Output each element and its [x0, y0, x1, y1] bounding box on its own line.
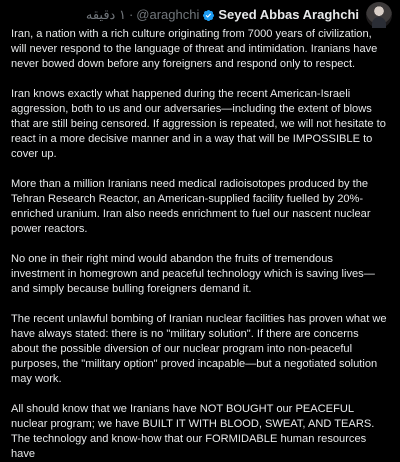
tweet-header: [8, 3, 392, 27]
paragraph: More than a million Iranians need medical radioisotopes produced by the Tehran Research Reactor, an American-supplied facility fuelled by 20%-enriched uranium. Iran also needs enrichment to fuel our nascent nuclear power reactors.: [11, 178, 371, 235]
paragraph: Iran, a nation with a rich culture originating from 7000 years of civilization, will never respond to the language of threat and intimidation. Iranians have never bowed down before any foreigners and respond only to respect.: [11, 28, 378, 70]
author-handle[interactable]: @araghchi: [136, 7, 200, 22]
paragraph: The recent unlawful bombing of Iranian nuclear facilities has proven what we have always stated: there is no "military solution". If there are concerns about the possible diversion of our nuclear program into non-peaceful purposes, the "military option" proved incapable—but a negotiated solution may work.: [11, 313, 387, 385]
paragraph: Iran knows exactly what happened during the recent American-Israeli aggression, both to us and our adversaries—including the extent of blows that are still being censored. If aggression is repeated, we will not hesitate to react in a more decisive manner and in a way that will be IMPOSSIBLE to cover up.: [11, 88, 386, 160]
timestamp[interactable]: ۱ دقیقه: [85, 7, 126, 22]
verified-badge-icon: [202, 9, 215, 22]
separator-dot: ·: [128, 7, 134, 22]
author-name[interactable]: Seyed Abbas Araghchi: [218, 7, 359, 22]
paragraph: No one in their right mind would abandon the fruits of tremendous investment in homegrown and peaceful technology which is saving lives—and simply because bulling foreigners demand it.: [11, 253, 375, 295]
tweet-body: [8, 27, 392, 462]
avatar[interactable]: [366, 2, 392, 28]
paragraph: All should know that we Iranians have NOT BOUGHT our PEACEFUL nuclear program; we have BUILT IT WITH BLOOD, SWEAT, AND TEARS. The technology and know-how that our FORMIDABLE human resources have: [11, 403, 375, 460]
